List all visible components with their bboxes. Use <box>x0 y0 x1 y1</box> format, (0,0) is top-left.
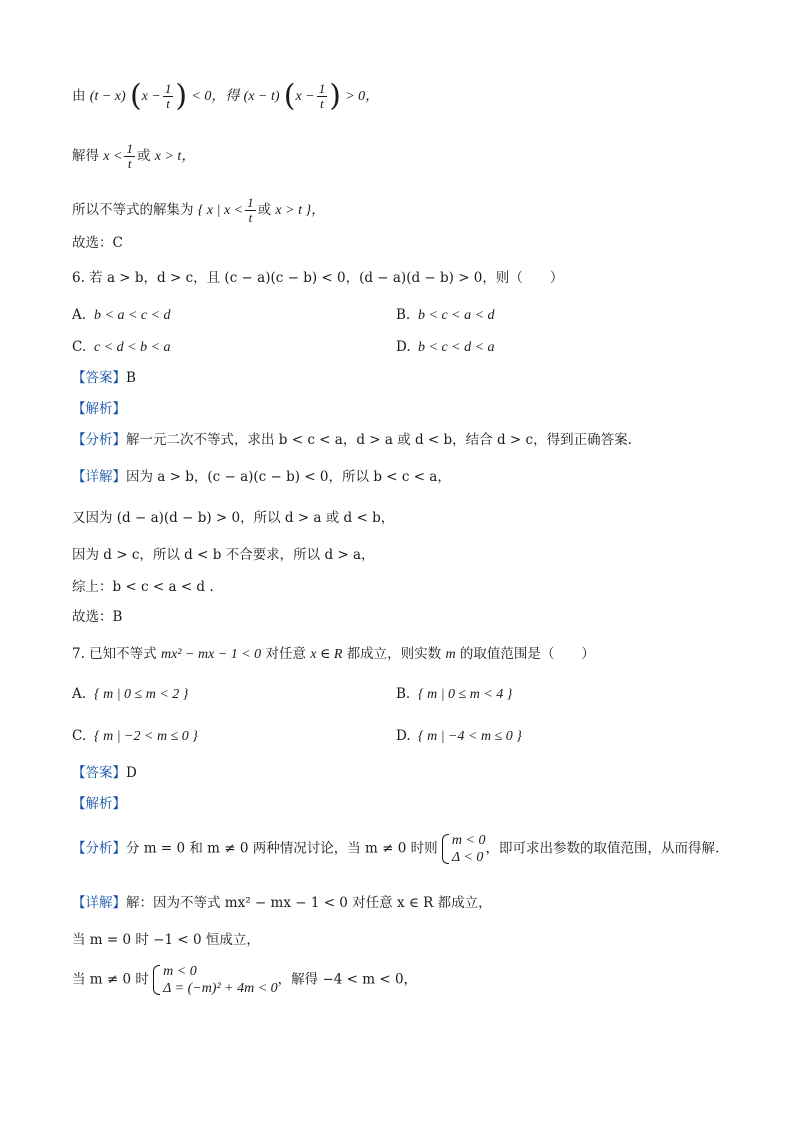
q7-option-a: A. { m | 0 ≤ m < 2 } <box>72 686 189 702</box>
q7-detail-2: 当 m = 0 时 −1 < 0 恒成立， <box>72 932 260 948</box>
q7-xiangjie: 【详解】解：因为不等式 mx² − mx − 1 < 0 对任意 x ∈ R 都成立， <box>72 895 492 911</box>
math-expr: { x | x < <box>197 203 244 218</box>
math-expr: x > t， <box>154 149 196 164</box>
q6-detail-3: 因为 d > c，所以 d < b 不合要求，所以 d > a， <box>72 547 375 563</box>
text: 由 <box>72 88 86 104</box>
choice-line: 故选：C <box>72 235 123 251</box>
q6-option-b: B. b < c < a < d <box>396 307 495 323</box>
math-expr: x − <box>295 89 315 104</box>
fraction: $\frac{1}{t}$ <box>247 195 254 225</box>
q7-detail-3: 当 m ≠ 0 时 m < 0 Δ = (−m)² + 4m < 0 ，解得 −4 < m < 0， <box>72 964 418 996</box>
q7-option-b: B. { m | 0 ≤ m < 4 } <box>396 686 513 702</box>
math-expr: x − <box>141 89 161 104</box>
equation-system: m < 0 Δ = (−m)² + 4m < 0 <box>153 963 278 997</box>
text: 所以不等式的解集为 <box>72 202 194 218</box>
question-7-stem: 7. 已知不等式 mx² − mx − 1 < 0 对任意 x ∈ R 都成立，则实数 m 的取值范围是（ ） <box>72 646 595 662</box>
q7-option-c: C. { m | −2 < m ≤ 0 } <box>72 728 198 744</box>
paren-open: ( <box>129 78 142 114</box>
q7-fenxi: 【分析】分 m = 0 和 m ≠ 0 两种情况讨论，当 m ≠ 0 时则 m < 0 Δ < 0 ，即可求出参数的取值范围，从而得解. <box>72 833 720 865</box>
text: 解得 <box>72 148 99 164</box>
line-solution <box>72 142 195 171</box>
q6-option-a: A. b < a < c < d <box>72 307 171 323</box>
math-expr: (t − x) <box>89 89 126 104</box>
line-solution-set <box>72 196 325 225</box>
q6-option-d: D. b < c < d < a <box>396 339 495 355</box>
line-inequality-transform <box>72 78 380 114</box>
q6-detail-5: 故选：B <box>72 609 123 625</box>
paren-close: ) <box>329 78 341 114</box>
q6-option-c: C. c < d < b < a <box>72 339 171 355</box>
math-expr: x > t }， <box>275 203 326 218</box>
question-6-stem: 6. 若 a > b，d > c，且 (c − a)(c − b) < 0，(d − a)(d − b) > 0，则（ ） <box>72 270 564 286</box>
fraction: $\frac{1}{t}$ <box>126 141 133 171</box>
paren-close: ) <box>175 78 188 114</box>
q6-analysis-label: 【解析】 <box>72 401 126 417</box>
text: 或 <box>257 202 272 218</box>
math-expr: > 0， <box>345 89 380 104</box>
text: 或 <box>136 148 151 164</box>
q6-answer: 【答案】B <box>72 370 136 386</box>
q7-analysis-label: 【解析】 <box>72 796 126 812</box>
q6-fenxi: 【分析】解一元二次不等式，求出 b < c < a，d > a 或 d < b，结合 d > c，得到正确答案. <box>72 432 632 448</box>
math-expr: x < <box>103 149 123 164</box>
q6-xiangjie: 【详解】因为 a > b，(c − a)(c − b) < 0，所以 b < c < a， <box>72 469 451 485</box>
paren-open: ( <box>283 78 296 114</box>
equation-system: m < 0 Δ < 0 <box>442 832 486 866</box>
fraction: $\frac{1}{t}$ <box>164 81 172 111</box>
fraction: $\frac{1}{t}$ <box>318 81 326 111</box>
q7-answer: 【答案】D <box>72 765 137 781</box>
math-expr: < 0，得 <box>191 89 240 104</box>
q7-option-d: D. { m | −4 < m ≤ 0 } <box>396 728 522 744</box>
math-expr: (x − t) <box>243 89 280 104</box>
q6-detail-2: 又因为 (d − a)(d − b) > 0，所以 d > a 或 d < b， <box>72 510 395 526</box>
q6-detail-4: 综上：b < c < a < d . <box>72 579 214 595</box>
